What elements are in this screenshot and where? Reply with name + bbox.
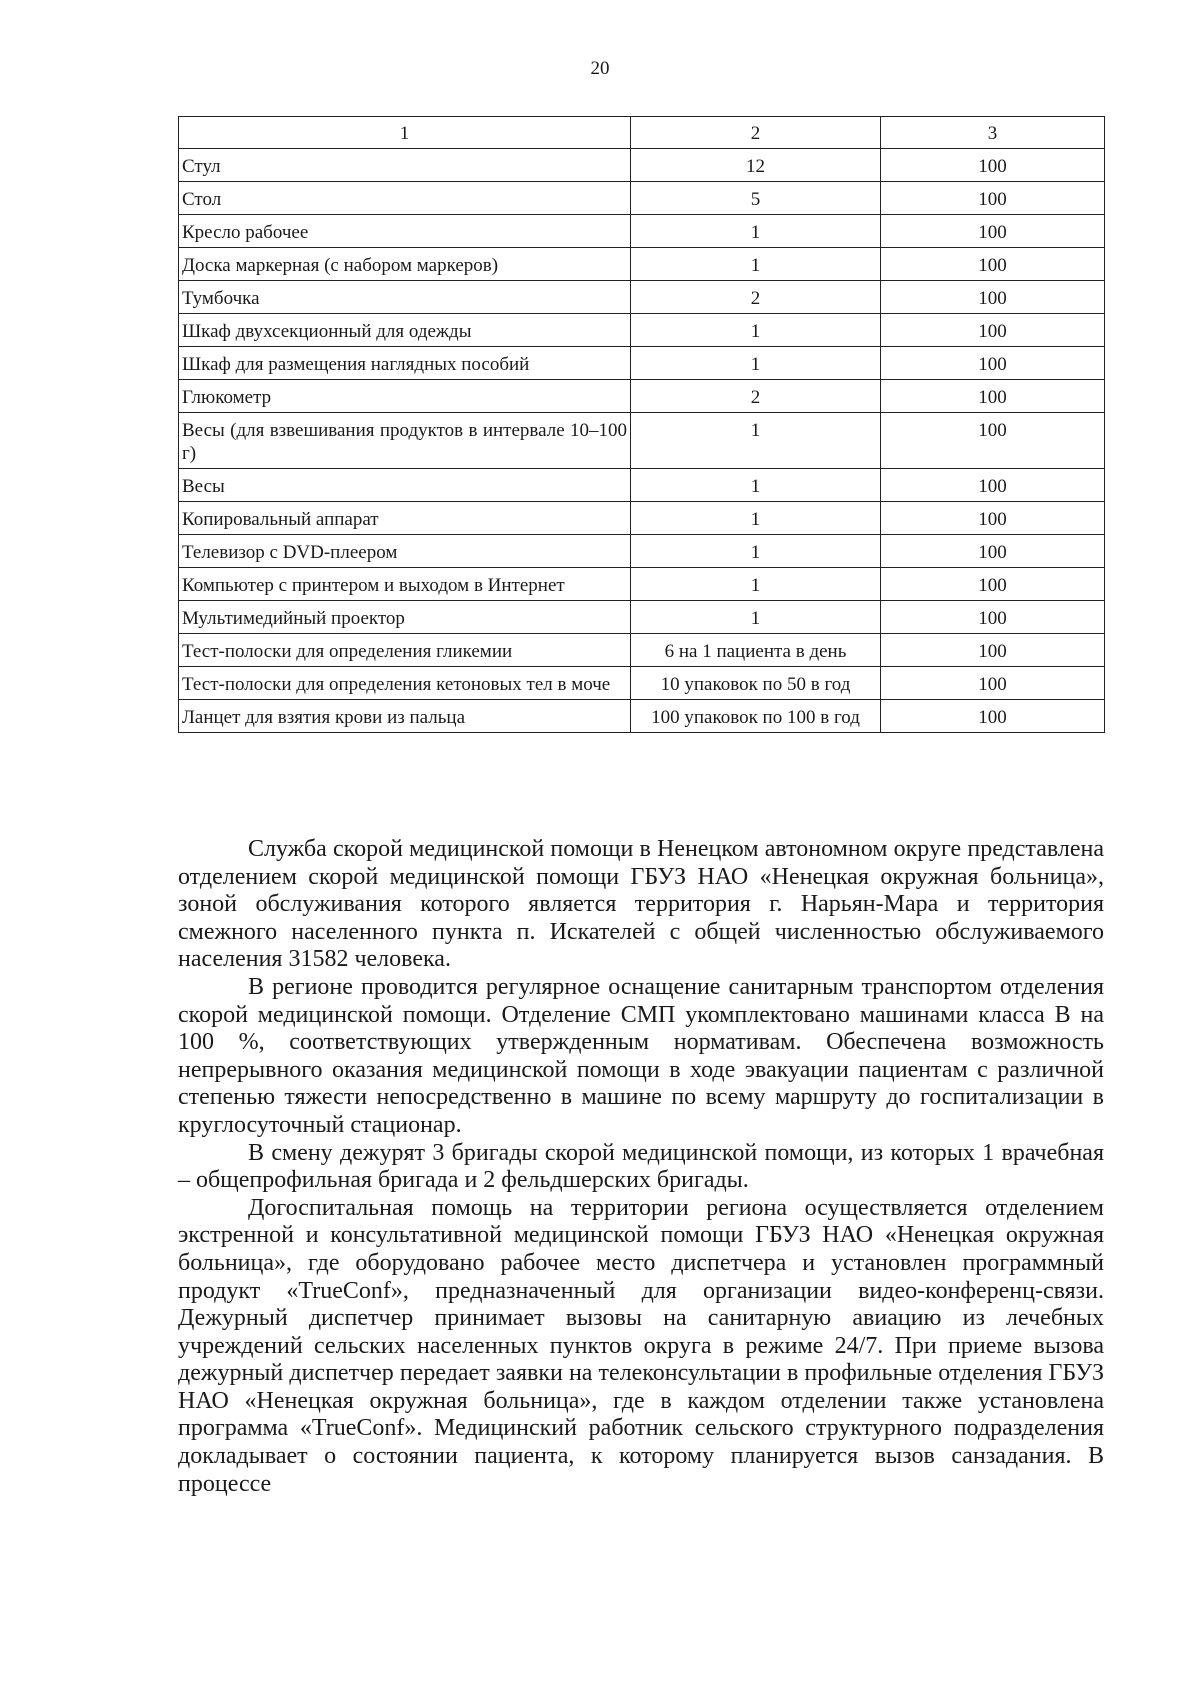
percent-cell: 100 bbox=[881, 502, 1105, 535]
percent-cell: 100 bbox=[881, 281, 1105, 314]
percent-cell: 100 bbox=[881, 182, 1105, 215]
table-row bbox=[179, 347, 1105, 380]
percent-cell: 100 bbox=[881, 380, 1105, 413]
quantity-cell: 6 на 1 пациента в день bbox=[631, 634, 881, 667]
table-row bbox=[179, 502, 1105, 535]
item-name-cell: Стул bbox=[179, 149, 631, 182]
percent-cell: 100 bbox=[881, 634, 1105, 667]
table-row bbox=[179, 281, 1105, 314]
percent-cell: 100 bbox=[881, 700, 1105, 733]
table-row bbox=[179, 413, 1105, 469]
quantity-cell: 1 bbox=[631, 502, 881, 535]
percent-cell: 100 bbox=[881, 215, 1105, 248]
percent-cell: 100 bbox=[881, 149, 1105, 182]
table-row bbox=[179, 380, 1105, 413]
quantity-cell: 1 bbox=[631, 215, 881, 248]
quantity-cell: 1 bbox=[631, 248, 881, 281]
quantity-cell: 2 bbox=[631, 281, 881, 314]
quantity-cell: 1 bbox=[631, 535, 881, 568]
item-name-cell: Телевизор с DVD-плеером bbox=[179, 535, 631, 568]
quantity-cell: 1 bbox=[631, 469, 881, 502]
percent-cell: 100 bbox=[881, 314, 1105, 347]
table-row bbox=[179, 634, 1105, 667]
item-name-cell: Компьютер с принтером и выходом в Интернет bbox=[179, 568, 631, 601]
item-name-cell: Доска маркерная (с набором маркеров) bbox=[179, 248, 631, 281]
item-name-cell: Кресло рабочее bbox=[179, 215, 631, 248]
percent-cell: 100 bbox=[881, 469, 1105, 502]
quantity-cell: 1 bbox=[631, 347, 881, 380]
table-row bbox=[179, 700, 1105, 733]
percent-cell: 100 bbox=[881, 601, 1105, 634]
quantity-cell: 1 bbox=[631, 568, 881, 601]
item-name-cell: Глюкометр bbox=[179, 380, 631, 413]
table-header-cell: 3 bbox=[881, 117, 1105, 149]
quantity-cell: 1 bbox=[631, 601, 881, 634]
item-name-cell: Шкаф для размещения наглядных пособий bbox=[179, 347, 631, 380]
table-row bbox=[179, 215, 1105, 248]
item-name-cell: Весы bbox=[179, 469, 631, 502]
quantity-cell: 1 bbox=[631, 413, 881, 469]
item-name-cell: Тест-полоски для определения гликемии bbox=[179, 634, 631, 667]
table-header-cell: 2 bbox=[631, 117, 881, 149]
table-row bbox=[179, 568, 1105, 601]
item-name-cell: Шкаф двухсекционный для одежды bbox=[179, 314, 631, 347]
percent-cell: 100 bbox=[881, 248, 1105, 281]
percent-cell: 100 bbox=[881, 535, 1105, 568]
item-name-cell: Весы (для взвешивания продуктов в интервале 10–100 г) bbox=[179, 413, 631, 469]
paragraph: Догоспитальная помощь на территории региона осуществляется отделением экстренной и консультативной медицинской помощи ГБУЗ НАО «Ненецкая окружная больница», где оборудовано рабочее место диспетчера и установлен программный продукт «TrueConf», предназначенный для организации видео-конференц-связи. Дежурный диспетчер принимает вызовы на санитарную авиацию из лечебных учреждений сельских населенных пунктов округа в режиме 24/7. При приеме вызова дежурный диспетчер передает заявки на телеконсультации в профильные отделения ГБУЗ НАО «Ненецкая окружная больница», где в каждом отделении также установлена программа «TrueConf». Медицинский работник сельского структурного подразделения докладывает о состоянии пациента, к которому планируется вызов санзадания. В процессе bbox=[178, 1194, 1104, 1497]
quantity-cell: 100 упаковок по 100 в год bbox=[631, 700, 881, 733]
item-name-cell: Тумбочка bbox=[179, 281, 631, 314]
paragraph: В регионе проводится регулярное оснащение санитарным транспортом отделения скорой медицинской помощи. Отделение СМП укомплектовано машинами класса В на 100 %, соответствующих утвержденным нормативам. Обеспечена возможность непрерывного оказания медицинской помощи в ходе эвакуации пациентам с различной степенью тяжести непосредственно в машине по всему маршруту до госпитализации в круглосуточный стационар. bbox=[178, 973, 1104, 1138]
item-name-cell: Тест-полоски для определения кетоновых тел в моче bbox=[179, 667, 631, 700]
table-row bbox=[179, 535, 1105, 568]
quantity-cell: 1 bbox=[631, 314, 881, 347]
table-row bbox=[179, 314, 1105, 347]
table-header-row bbox=[179, 117, 1105, 149]
paragraph: Служба скорой медицинской помощи в Ненецком автономном округе представлена отделением скорой медицинской помощи ГБУЗ НАО «Ненецкая окружная больница», зоной обслуживания которого является территория г. Нарьян-Мара и территория смежного населенного пункта п. Искателей с общей численностью обслуживаемого населения 31582 человека. bbox=[178, 836, 1104, 973]
item-name-cell: Стол bbox=[179, 182, 631, 215]
percent-cell: 100 bbox=[881, 568, 1105, 601]
table-row bbox=[179, 149, 1105, 182]
item-name-cell: Ланцет для взятия крови из пальца bbox=[179, 700, 631, 733]
quantity-cell: 5 bbox=[631, 182, 881, 215]
percent-cell: 100 bbox=[881, 413, 1105, 469]
table-row bbox=[179, 182, 1105, 215]
equipment-table bbox=[178, 116, 1105, 733]
table-header-cell: 1 bbox=[179, 117, 631, 149]
quantity-cell: 10 упаковок по 50 в год bbox=[631, 667, 881, 700]
item-name-cell: Копировальный аппарат bbox=[179, 502, 631, 535]
body-text bbox=[178, 836, 1104, 1498]
percent-cell: 100 bbox=[881, 347, 1105, 380]
paragraph: В смену дежурят 3 бригады скорой медицинской помощи, из которых 1 врачебная – общепрофильная бригада и 2 фельдшерских бригады. bbox=[178, 1139, 1104, 1194]
page-number: 20 bbox=[590, 58, 610, 79]
table-row bbox=[179, 248, 1105, 281]
quantity-cell: 2 bbox=[631, 380, 881, 413]
item-name-cell: Мультимедийный проектор bbox=[179, 601, 631, 634]
percent-cell: 100 bbox=[881, 667, 1105, 700]
table-row bbox=[179, 601, 1105, 634]
table-row bbox=[179, 667, 1105, 700]
quantity-cell: 12 bbox=[631, 149, 881, 182]
table-row bbox=[179, 469, 1105, 502]
